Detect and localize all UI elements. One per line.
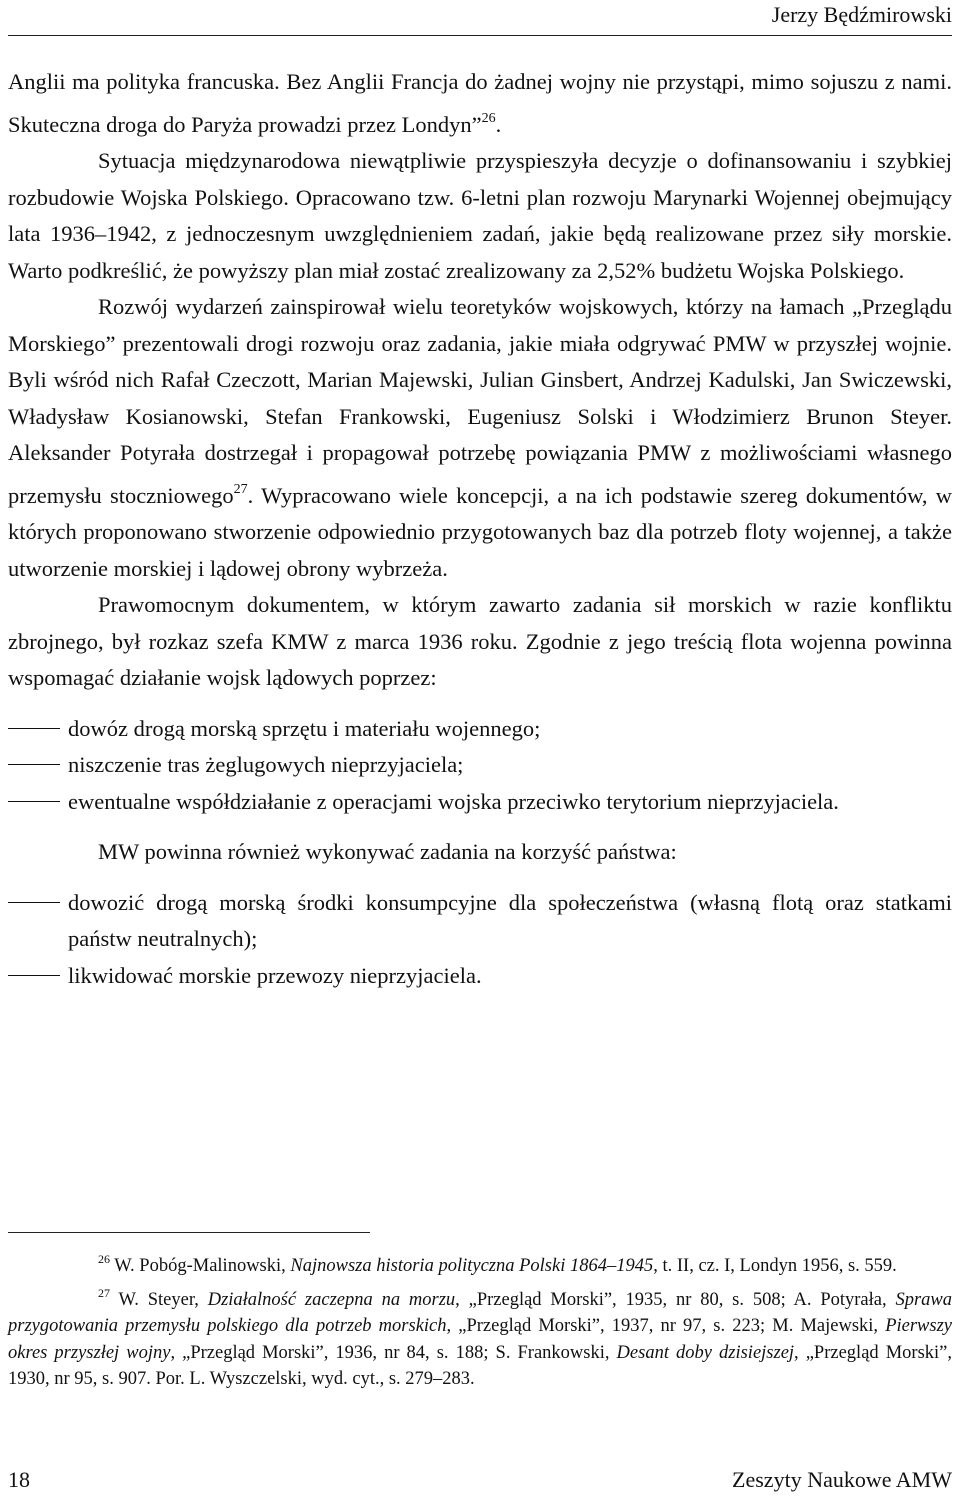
dash-bullet [8, 902, 60, 903]
paragraph-2: Sytuacja międzynarodowa niewątpliwie przyspieszyła decyzje o dofinansowaniu i szybkiej rozbudowie Wojska Polskiego. Opracowano tzw. 6-letni plan rozwoju Marynarki Wojennej obejmujący lata 1936–1942, z jednoczesnym uwzględnieniem zadań, jakie będą realizowane przez siły morskie. Warto podkreślić, że powyższy plan miał zostać zrealizowany za 2,52% budżetu Wojska Polskiego. [8, 148, 952, 283]
list-item: niszczenie tras żeglugowych nieprzyjaciela; [8, 747, 952, 784]
journal-name: Zeszyty Naukowe AMW [732, 1467, 952, 1492]
dash-bullet [8, 764, 60, 765]
state-tasks-list [8, 885, 952, 995]
paragraph-3: Rozwój wydarzeń zainspirował wielu teoretyków wojskowych, którzy na łamach „Przeglądu Morskiego” prezentowali drogi rozwoju oraz zadania, jakie miała odgrywać PMW w przyszłej wojnie. Byli wśród nich Rafał Czeczott, Marian Majewski, Julian Ginsbert, Andrzej Kadulski, Jan Swiczewski, Władysław Kosianowski, Stefan Frankowski, Eugeniusz Solski i Włodzimierz Brunon Steyer. Aleksander Potyrała dostrzegał i propagował potrzebę powiązania PMW z możliwościami własnego przemysłu stoczniowego$^{27}$. Wypracowano wiele koncepcji, a na ich podstawie szereg dokumentów, w których proponowano stworzenie odpowiednio przygotowanych baz dla potrzeb floty wojennej, a także utworzenie morskiej i lądowej obrony wybrzeża. [8, 294, 952, 581]
paragraph-4: Prawomocnym dokumentem, w którym zawarto zadania sił morskich w razie konfliktu zbrojnego, był rozkaz szefa KMW z marca 1936 roku. Zgodnie z jego treścią flota wojenna powinna wspomagać działanie wojsk lądowych poprzez: [8, 592, 952, 690]
footnote-separator [8, 1232, 370, 1233]
list-item: dowóz drogą morską sprzętu i materiału wojennego; [8, 711, 952, 748]
dash-bullet [8, 801, 60, 802]
footnote-26: $^{26}$ W. Pobóg-Malinowski, Najnowsza historia polityczna Polski 1864–1945, t. II, cz. I, Londyn 1956, s. 559. [98, 1252, 897, 1276]
list-item: likwidować morskie przewozy nieprzyjaciela. [8, 958, 952, 995]
page-number: 18 [8, 1467, 30, 1492]
paragraph-5: MW powinna również wykonywać zadania na korzyść państwa: [98, 839, 677, 864]
footnote-ref-27: 27 [233, 481, 248, 497]
navy-support-tasks-list [8, 711, 952, 821]
footnotes [8, 1246, 952, 1393]
paragraph-1: Anglii ma polityka francuska. Bez Anglii Francja do żadnej wojny nie przystąpi, mimo sojuszu z nami. Skuteczna droga do Paryża prowadzi przez Londyn”$^{26}$. [8, 69, 952, 137]
footnote-ref-26: 26 [481, 110, 496, 126]
dash-bullet [8, 728, 60, 729]
dash-bullet [8, 975, 60, 976]
page-footer [8, 1466, 952, 1496]
running-header [8, 0, 952, 36]
footnote-27: $^{27}$ W. Steyer, Działalność zaczepna na morzu, „Przegląd Morski”, 1935, nr 80, s. 508; A. Potyrała, Sprawa przygotowania przemysłu polskiego dla potrzeb morskich, „Przegląd Morski”, 1937, nr 97, s. 223; M. Majewski, Pierwszy okres przyszłej wojny, „Przegląd Morski”, 1936, nr 84, s. 188; S. Frankowski, Desant doby dzisiejszej, „Przegląd Morski”, 1930, nr 95, s. 907. Por. L. Wyszczelski, wyd. cyt., s. 279–283. [8, 1285, 952, 1389]
list-item: ewentualne współdziałanie z operacjami wojska przeciwko terytorium nieprzyjaciela. [8, 784, 952, 821]
header-author: Jerzy Będźmirowski [771, 2, 952, 27]
page-body [8, 64, 952, 1008]
list-item: dowozić drogą morską środki konsumpcyjne dla społeczeństwa (własną flotą oraz statkami państw neutralnych); [8, 885, 952, 958]
